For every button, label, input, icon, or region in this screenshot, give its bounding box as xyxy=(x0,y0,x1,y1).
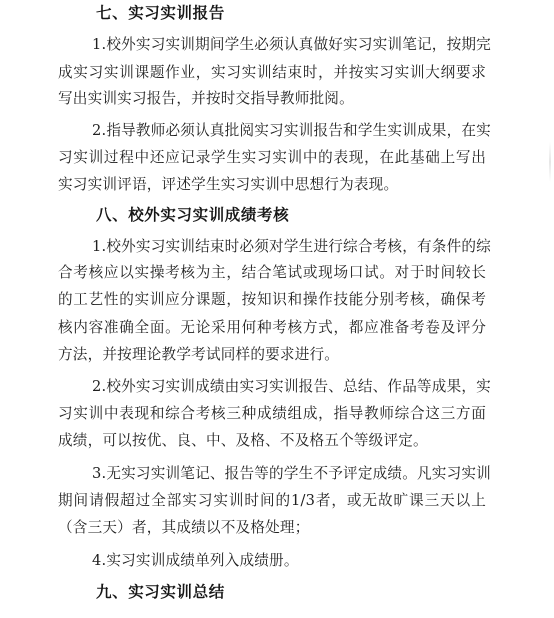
paragraph-line: 2.校外实习实训成绩由实习实训报告、总结、作品等成果，实 xyxy=(92,378,491,395)
section-heading-9: 九、实习实训总结 xyxy=(96,583,225,601)
paragraph-line: 写出实训实习报告，并按时交指导教师批阅。 xyxy=(58,90,354,107)
paragraph-line: 1.校外实习实训结束时必须对学生进行综合考核，有条件的综 xyxy=(92,238,491,255)
paragraph-line: 习实训过程中还应记录学生实习实训中的表现，在此基础上写出 xyxy=(58,149,486,166)
paragraph-line: （含三天）者，其成绩以不及格处理； xyxy=(58,519,310,536)
paragraph-line: 合考核应以实操考核为主，结合笔试或现场口试。对于时间较长 xyxy=(58,264,486,281)
paragraph-line: 成绩，可以按优、良、中、及格、不及格五个等级评定。 xyxy=(58,432,428,449)
paragraph-line: 核内容准确全面。无论采用何种考核方式，都应准备考卷及评分 xyxy=(58,319,486,336)
paragraph-line: 4.实习实训成绩单列入成绩册。 xyxy=(92,552,299,569)
section-heading-7: 七、实习实训报告 xyxy=(96,4,225,22)
paragraph-line: 成实习实训课题作业，实习实训结束时，并按实习实训大纲要求 xyxy=(58,64,486,81)
paragraph-line: 习实训中表现和综合考核三种成绩组成，指导教师综合这三方面 xyxy=(58,405,486,422)
paragraph-line: 方法，并按理论教学考试同样的要求进行。 xyxy=(58,346,340,363)
paragraph-line: 1.校外实习实训期间学生必须认真做好实习实训笔记，按期完 xyxy=(92,36,491,53)
paragraph-line: 2.指导教师必须认真批阅实习实训报告和学生实训成果，在实 xyxy=(92,122,491,139)
section-heading-8: 八、校外实习实训成绩考核 xyxy=(96,206,290,224)
scan-edge-shadow xyxy=(549,142,551,182)
paragraph-line: 实习实训评语，评述学生实习实训中思想行为表现。 xyxy=(58,176,399,193)
paragraph-line: 的工艺性的实训应分课题，按知识和操作技能分别考核，确保考 xyxy=(58,291,486,308)
paragraph-line: 3.无实习实训笔记、报告等的学生不予评定成绩。凡实习实训 xyxy=(92,465,491,482)
paragraph-line: 期间请假超过全部实习实训时间的1/3者，或无故旷课三天以上 xyxy=(58,492,486,509)
